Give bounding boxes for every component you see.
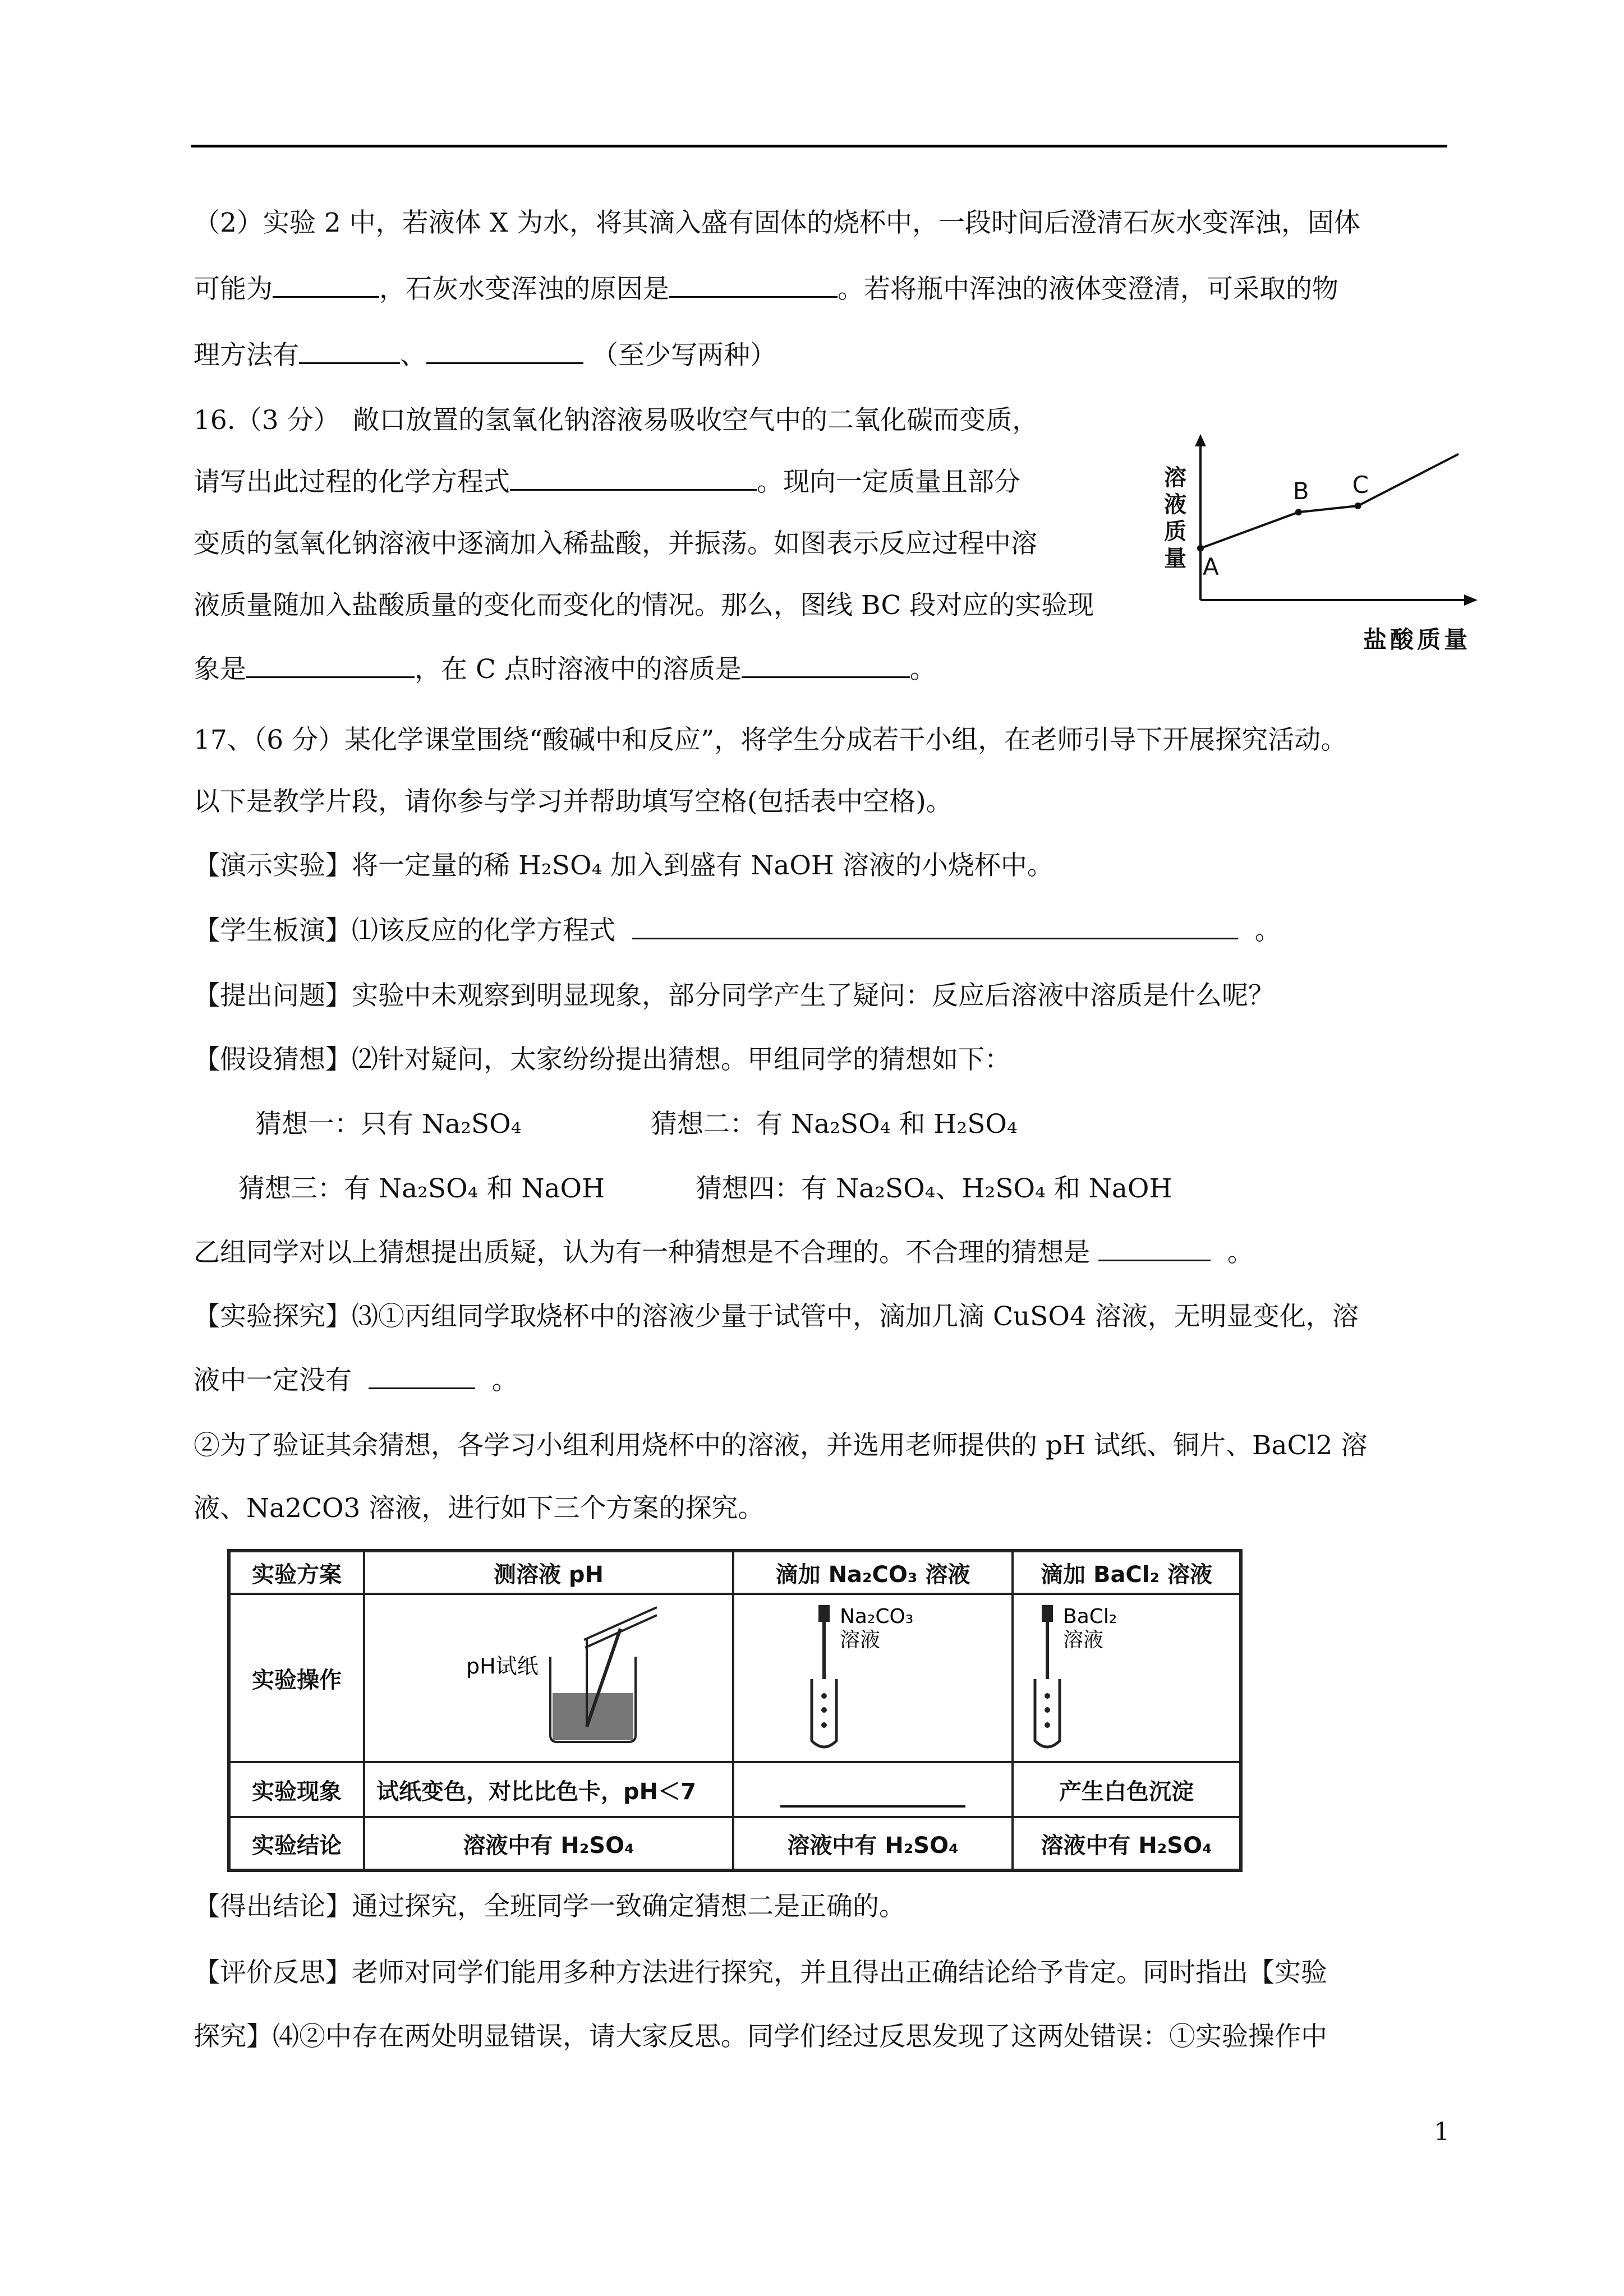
q15-line1: （2）实验 2 中，若液体 X 为水，将其滴入盛有固体的烧杯中，一段时间后澄清石灰水变浑浊，固体 [194,208,1361,238]
q17-line1: 17、（6 分）某化学课堂围绕“酸碱中和反应”，将学生分成若干小组，在老师引导下开展探究活动。 [194,725,1347,755]
na2co3-solution-label: 溶液 [840,1629,881,1652]
na2co3-conclusion: 溶液中有 H₂SO₄ [787,1832,959,1859]
bacl2-phenomenon: 产生白色沉淀 [1059,1778,1194,1805]
bacl2-label: BaCl₂ [1063,1605,1117,1628]
q17-doubt: 乙组同学对以上猜想提出质疑，认为有一种猜想是不合理的。不合理的猜想是 。 [194,1237,1254,1268]
graph-point-a [1197,545,1204,552]
ph-paper-label: pH试纸 [466,1654,539,1679]
table-header-bacl2: 滴加 BaCl₂ 溶液 [1041,1561,1212,1588]
graph-series [1197,454,1459,552]
graph-point-b [1295,509,1302,515]
blank-equation[interactable] [510,465,757,491]
bacl2-conclusion: 溶液中有 H₂SO₄ [1041,1832,1212,1859]
bacl2-illustration [1014,1595,1239,1761]
experiment-table [227,1549,1243,1872]
graph-line-segment [1358,454,1459,506]
test-tube-icon [812,1679,836,1747]
graph-axes [1195,434,1478,606]
q17-exp-line1: 【实验探究】⑶①丙组同学取烧杯中的溶液少量于试管中，滴加几滴 CuSO4 溶液，无明显变化，溶 [194,1301,1359,1332]
q17-eval-line1: 【评价反思】老师对同学们能用多种方法进行探究，并且得出正确结论给予肯定。同时指出【实验 [194,1957,1327,1988]
guess-3: 猜想三：有 Na₂SO₄ 和 NaOH [238,1173,605,1204]
graph-point-label-b: B [1292,477,1309,505]
q16-line3: 变质的氢氧化钠溶液中逐滴加入稀盐酸，并振荡。如图表示反应过程中溶 [194,528,1037,559]
q17-line2: 以下是教学片段，请你参与学习并帮助填写空格(包括表中空格)。 [194,786,953,817]
table-header-ph: 测溶液 pH [493,1561,604,1588]
table-row-phenomenon: 实验现象 [252,1778,342,1805]
blank-solid[interactable] [273,273,379,298]
bacl2-solution-label: 溶液 [1063,1629,1104,1652]
blank-board-equation[interactable] [632,914,1238,939]
q16-line5: 象是 ，在 C 点时溶液中的溶质是 。 [194,654,936,685]
na2co3-illustration [734,1595,1011,1761]
graph-point-label-a: A [1203,552,1219,580]
q17-hypothesis: 【假设猜想】⑵针对疑问，太家纷纷提出猜想。甲组同学的猜想如下： [194,1044,1011,1075]
ph-phenomenon: 试纸变色，对比比色卡，pH＜7 [376,1778,696,1805]
graph-y-label: 溶液质量 [1164,465,1186,571]
q15-line2: 可能为 ，石灰水变浑浊的原因是 。若将瓶中浑浊的液体变澄清，可采取的物 [194,274,1338,305]
guess-1: 猜想一：只有 Na₂SO₄ [255,1109,522,1140]
graph-point-c [1355,502,1361,509]
blank-na2co3-phenomenon[interactable] [780,1772,965,1808]
q17-question: 【提出问题】实验中未观察到明显现象，部分同学产生了疑问：反应后溶液中溶质是什么呢？ [194,980,1275,1011]
q16-line2: 请写出此过程的化学方程式 。现向一定质量且部分 [194,467,1020,497]
q16-line4: 液质量随加入盐酸质量的变化而变化的情况。那么，图线 BC 段对应的实验现 [194,590,1094,621]
q16-line1: 16.（3 分） 敞口放置的氢氧化钠溶液易吸收空气中的二氧化碳而变质， [194,405,1039,436]
y-axis-arrow [1195,434,1206,446]
guess-2: 猜想二：有 Na₂SO₄ 和 H₂SO₄ [651,1109,1018,1140]
solution-mass-graph [1156,432,1492,667]
blank-unreasonable-guess[interactable] [1098,1236,1211,1261]
q17-exp-line4: 液、Na2CO3 溶液，进行如下三个方案的探究。 [194,1493,765,1524]
blank-phenomenon[interactable] [246,653,415,678]
blank-method2[interactable] [426,339,583,364]
table-header-na2co3: 滴加 Na₂CO₃ 溶液 [775,1561,970,1588]
ph-test-illustration [365,1595,732,1761]
graph-line-segment [1200,512,1299,548]
tweezers-icon [584,1607,657,1640]
graph-point-label-c: C [1352,471,1369,499]
na2co3-phenomenon-cell [734,1763,1011,1816]
na2co3-label: Na₂CO₃ [840,1605,914,1628]
blank-method1[interactable] [299,339,400,364]
header-rule [191,145,1447,147]
graph-x-label: 盐酸质量 [1363,626,1471,653]
q17-board: 【学生板演】⑴该反应的化学方程式 。 [194,915,1281,946]
x-axis-arrow [1464,594,1478,606]
guess-4: 猜想四：有 Na₂SO₄、H₂SO₄ 和 NaOH [696,1173,1172,1204]
q17-exp-line2: 液中一定没有 。 [194,1365,518,1396]
table-row-conclusion: 实验结论 [252,1832,342,1859]
table-header-scheme: 实验方案 [252,1561,342,1588]
blank-solute[interactable] [742,653,910,678]
graph-line-segment [1299,506,1358,512]
q17-eval-line2: 探究】⑷②中存在两处明显错误，请大家反思。同学们经过反思发现了这两处错误：①实验操作中 [194,2021,1327,2052]
q17-demo: 【演示实验】将一定量的稀 H₂SO₄ 加入到盛有 NaOH 溶液的小烧杯中。 [194,850,1053,881]
blank-not-present[interactable] [369,1364,475,1389]
table-row-operation: 实验操作 [252,1667,342,1693]
blank-reason[interactable] [669,273,838,298]
q17-conclusion: 【得出结论】通过探究，全班同学一致确定猜想二是正确的。 [194,1891,905,1922]
page-number: 1 [1434,2118,1450,2146]
beaker-liquid [553,1693,633,1740]
test-tube-icon [1035,1679,1060,1747]
q15-line3: 理方法有 、 （至少写两种） [194,340,776,371]
q17-exp-line3: ②为了验证其余猜想，各学习小组利用烧杯中的溶液，并选用老师提供的 pH 试纸、铜片、BaCl2 溶 [194,1430,1368,1461]
ph-conclusion: 溶液中有 H₂SO₄ [463,1832,634,1859]
